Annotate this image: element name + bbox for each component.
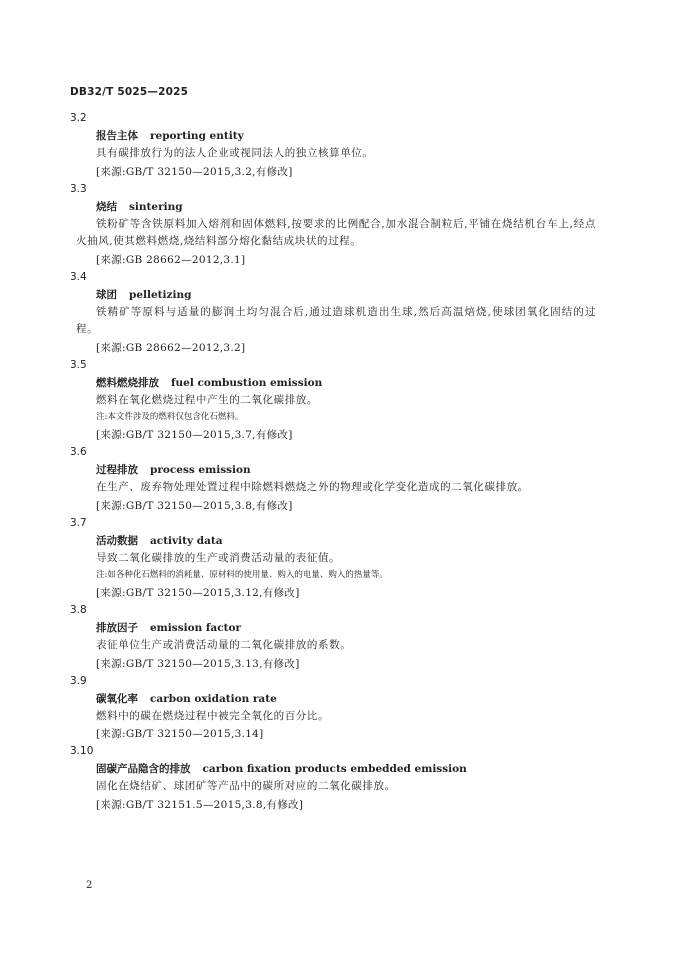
term-definition: 铁精矿等原料与适量的膨润土均匀混合后,通过造球机造出生球,然后高温焙烧,使球团氧化固结的过程。 [76,305,596,335]
document-code-header: DB32/T 5025—2025 [70,86,189,98]
term-chinese: 报告主体 [96,130,138,142]
term-heading [96,374,681,392]
term-entry-3-5 [0,357,681,445]
term-heading [96,690,681,708]
term-entry-3-4 [0,269,681,357]
clause-number: 3.9 [70,674,87,687]
terms-definitions-list [0,110,681,814]
clause-number: 3.7 [70,516,87,529]
term-chinese: 燃料燃烧排放 [96,376,159,389]
term-source: [来源:GB/T 32150—2015,3.12,有修改] [96,587,300,599]
term-english: carbon oxidation rate [150,692,277,705]
term-chinese: 排放因子 [96,622,138,634]
term-english: reporting entity [150,130,244,142]
term-english: process emission [150,464,251,476]
term-definition: 表征单位生产或消费活动量的二氧化碳排放的系数。 [96,639,352,651]
clause-number: 3.3 [70,182,87,195]
term-source: [来源:GB/T 32150—2015,3.7,有修改] [96,429,293,441]
term-source: [来源:GB/T 32151.5—2015,3.8,有修改] [96,798,304,811]
page-number: 2 [86,880,93,891]
term-heading [96,461,681,479]
term-chinese: 球团 [96,288,117,301]
term-source: [来源:GB/T 32150—2015,3.14] [96,728,264,740]
term-source: [来源:GB/T 32150—2015,3.8,有修改] [96,499,293,512]
term-source: [来源:GB/T 32150—2015,3.2,有修改] [96,165,293,178]
term-english: fuel combustion emission [171,376,323,389]
term-chinese: 烧结 [96,200,117,213]
term-definition: 燃料在氧化燃烧过程中产生的二氧化碳排放。 [96,393,318,406]
term-source: [来源:GB 28662—2012,3.1] [96,253,246,266]
clause-number: 3.10 [70,745,94,757]
term-chinese: 固碳产品隐含的排放 [96,763,191,775]
term-definition: 燃料中的碳在燃烧过程中被完全氧化的百分比。 [96,709,330,722]
term-source: [来源:GB 28662—2012,3.2] [96,341,246,354]
clause-number: 3.5 [70,358,87,371]
term-entry-3-6 [0,444,681,515]
clause-number: 3.2 [70,112,87,124]
term-chinese: 碳氧化率 [96,692,138,705]
term-definition: 铁粉矿等含铁原料加入熔剂和固体燃料,按要求的比例配合,加水混合制粒后,平铺在烧结机台车上,经点火抽风,使其燃料燃烧,烧结料部分熔化黏结成块状的过程。 [76,217,596,247]
term-english: sintering [129,200,183,213]
term-heading [96,760,681,778]
term-english: pelletizing [129,288,192,301]
term-definition: 固化在烧结矿、球团矿等产品中的碳所对应的二氧化碳排放。 [96,780,396,792]
term-chinese: 活动数据 [96,534,138,547]
term-definition: 在生产、废弃物处理处置过程中除燃料燃烧之外的物理或化学变化造成的二氧化碳排放。 [96,481,529,493]
term-source: [来源:GB/T 32150—2015,3.13,有修改] [96,657,300,670]
term-entry-3-3 [0,181,681,269]
term-entry-3-7 [0,515,681,603]
term-heading [96,619,681,637]
term-entry-3-10 [0,743,681,814]
clause-number: 3.6 [70,446,87,458]
clause-number: 3.8 [70,604,87,616]
term-entry-3-8 [0,602,681,673]
term-entry-3-9 [0,673,681,744]
term-chinese: 过程排放 [96,464,138,476]
term-definition: 具有碳排放行为的法人企业或视同法人的独立核算单位。 [96,147,374,159]
term-english: activity data [150,534,223,547]
term-heading [96,532,681,550]
term-heading [96,198,681,216]
term-definition: 导致二氧化碳排放的生产或消费活动量的表征值。 [96,551,341,564]
term-heading [96,127,681,145]
term-english: carbon fixation products embedded emission [202,763,467,775]
clause-number: 3.4 [70,270,87,283]
term-entry-3-2 [0,110,681,181]
term-heading [96,286,681,304]
term-note: 注:本文件涉及的燃料仅包含化石燃料。 [96,412,244,422]
term-english: emission factor [150,622,241,634]
term-note: 注:如各种化石燃料的消耗量、原材料的使用量、购入的电量、购入的热量等。 [96,570,388,580]
